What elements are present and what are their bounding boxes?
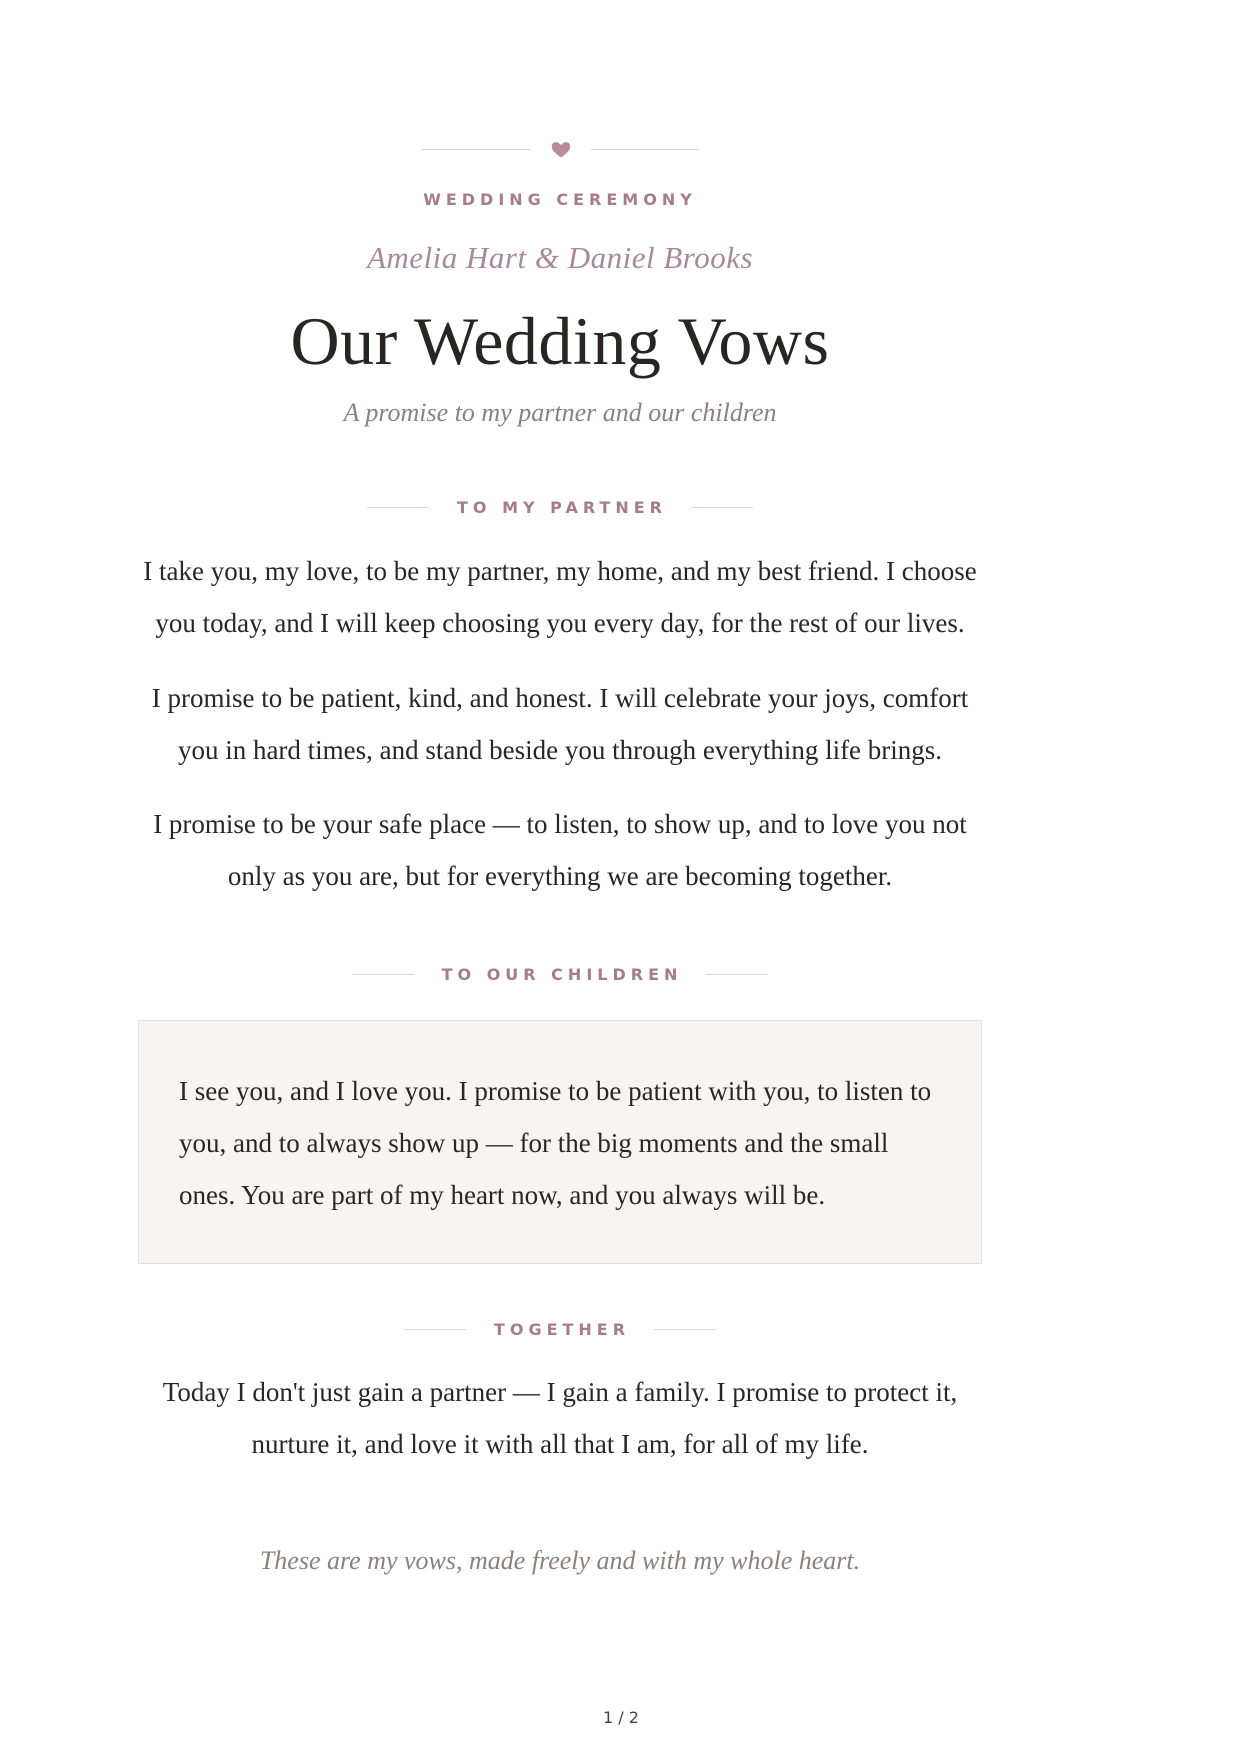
ornament-right-rule <box>591 149 699 150</box>
heading-right-rule <box>654 1329 716 1330</box>
heart-icon <box>550 138 572 160</box>
partner-vow-paragraph-2: I promise to be patient, kind, and honest. I will celebrate your joys, comfort you in hard times, and stand beside you through everything life brings. <box>151 683 969 765</box>
couple-names: Amelia Hart & Daniel Brooks <box>366 240 754 275</box>
section-heading-label: TO MY PARTNER <box>457 497 667 517</box>
page-number: 1 / 2 <box>603 1708 639 1727</box>
ornament-left-rule <box>422 149 530 150</box>
heading-left-rule <box>367 507 429 508</box>
section-heading-children <box>138 962 982 986</box>
heading-left-rule <box>352 974 414 975</box>
page-subtitle: A promise to my partner and our children <box>343 398 777 427</box>
heading-right-rule <box>691 507 753 508</box>
section-heading-partner <box>138 495 982 519</box>
closing-line: These are my vows, made freely and with my whole heart. <box>259 1546 861 1575</box>
page-title: Our Wedding Vows <box>290 303 830 379</box>
heading-right-rule <box>706 974 768 975</box>
heading-left-rule <box>404 1329 466 1330</box>
together-vow-paragraph: Today I don't just gain a partner — I gain a family. I promise to protect it, nurture it, and love it with all that I am, for all of my life. <box>162 1377 958 1459</box>
partner-vow-paragraph-3: I promise to be your safe place — to listen, to show up, and to love you not only as you are, but for everything we are becoming together. <box>153 809 967 891</box>
children-vow-box <box>138 1020 982 1264</box>
ceremony-eyebrow: WEDDING CEREMONY <box>423 190 697 209</box>
top-ornament <box>422 138 699 162</box>
section-heading-label: TOGETHER <box>493 1319 631 1339</box>
partner-vow-paragraph-1: I take you, my love, to be my partner, my home, and my best friend. I choose you today, and I will keep choosing you every day, for the rest of our lives. <box>143 556 977 638</box>
section-heading-together <box>138 1317 982 1341</box>
children-vow-paragraph: I see you, and I love you. I promise to be patient with you, to listen to you, and to always show up — for the big moments and the small ones. You are part of my heart now, and you always will be. <box>179 1076 932 1210</box>
section-heading-label: TO OUR CHILDREN <box>441 964 683 984</box>
